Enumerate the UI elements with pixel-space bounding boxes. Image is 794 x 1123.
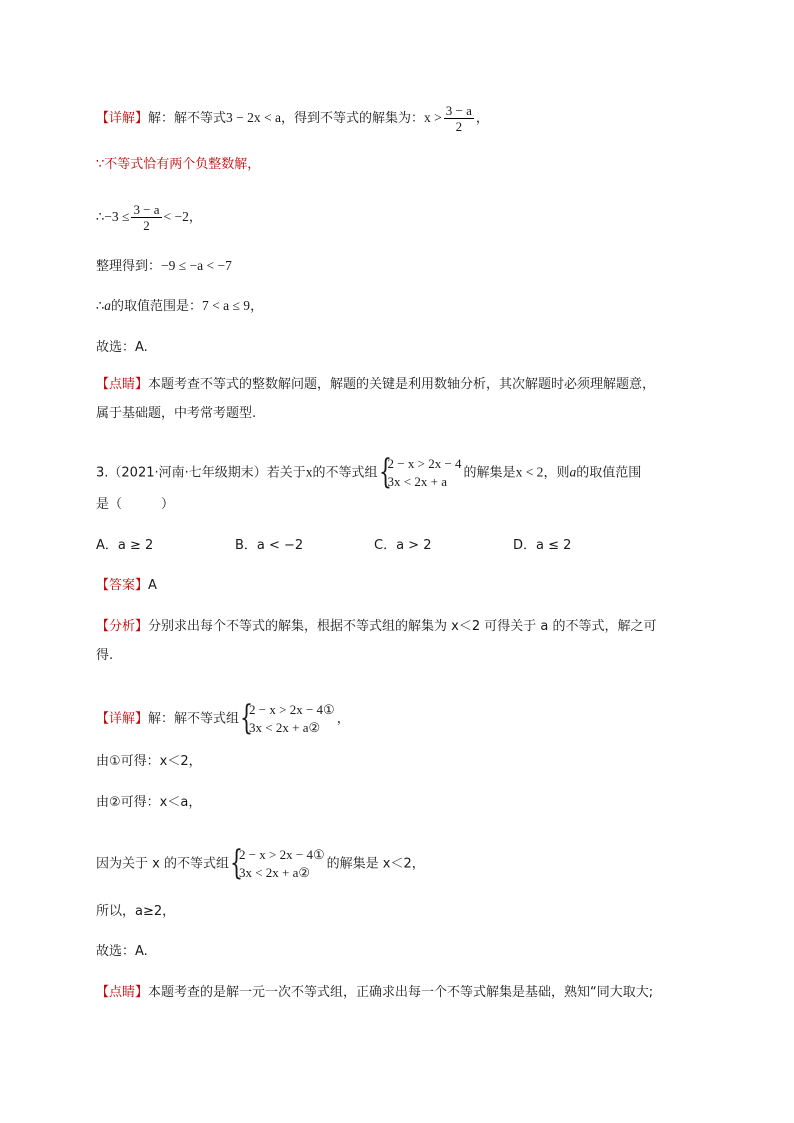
option-c: C．a > 2 bbox=[374, 538, 432, 553]
inequality-system: { 2 − x > 2x − 4① 3x < 2x + a② bbox=[229, 843, 325, 883]
comment-line-1: 【点睛】本题考查不等式的整数解问题，解题的关键是利用数轴分析，其次解题时必须理解题意， bbox=[96, 377, 656, 392]
choose-line: 故选：A. bbox=[96, 340, 148, 355]
comment-line-2: 属于基础题，中考常考题型. bbox=[96, 406, 257, 421]
detail-line: 【详解】解：解不等式3 − 2x < a，得到不等式的解集为：x > $\frac{3 - a}{2}$ ， bbox=[96, 103, 489, 134]
so-line: 所以，a≥2， bbox=[96, 904, 176, 919]
inequality-system: { 2 − x > 2x − 4 3x < 2x + a bbox=[378, 452, 462, 492]
inequality: 3 − 2x < a bbox=[226, 110, 282, 125]
analysis-line-2: 得. bbox=[96, 648, 114, 663]
answer-tag: 【答案】 bbox=[96, 578, 149, 593]
comment-line-3: 【点睛】本题考查的是解一元一次不等式组，正确求出每一个不等式解集是基础，熟知“同大取大; bbox=[96, 985, 654, 1000]
inequality-system: { 2 − x > 2x − 4① 3x < 2x + a② bbox=[240, 698, 335, 738]
fraction: $\frac{3 - a}{2}$ bbox=[445, 103, 472, 134]
simplify-line: 整理得到：−9 ≤ −a < −7 bbox=[96, 258, 232, 274]
option-b: B．a < −2 bbox=[235, 538, 304, 553]
range-line: ∴a的取值范围是：7 < a ≤ 9， bbox=[96, 298, 264, 314]
therefore-line: ∴−3 ≤ $\frac{3 - a}{2}$ < −2， bbox=[96, 202, 202, 233]
option-a: A．a ≥ 2 bbox=[96, 538, 154, 553]
from-2-line: 由②可得：x＜a， bbox=[96, 795, 202, 810]
comment-tag: 【点睛】 bbox=[96, 985, 149, 1000]
detail-line-2: 【详解】解：解不等式组 { 2 − x > 2x − 4① 3x < 2x + a② ， bbox=[96, 698, 350, 738]
fraction: $\frac{3 - a}{2}$ bbox=[133, 202, 160, 233]
detail-tag: 【详解】 bbox=[96, 711, 149, 727]
analysis-line-1: 【分析】分别求出每个不等式的解集，根据不等式组的解集为 x＜2 可得关于 a 的不等式，解之可 bbox=[96, 619, 657, 634]
because-line-2: 因为关于 x 的不等式组 { 2 − x > 2x − 4① 3x < 2x + a② 的解集是 x＜2， bbox=[96, 843, 425, 883]
comment-tag: 【点睛】 bbox=[96, 377, 149, 392]
choose-line-2: 故选：A. bbox=[96, 944, 148, 959]
question-3: 3.（2021·河南·七年级期末）若关于x的不等式组 { 2 − x > 2x − 4 3x < 2x + a 的解集是x < 2，则a的取值范围 bbox=[96, 452, 642, 492]
analysis-tag: 【分析】 bbox=[96, 619, 149, 634]
from-1-line: 由①可得：x＜2， bbox=[96, 754, 202, 769]
detail-tag: 【详解】 bbox=[96, 111, 149, 126]
options-row bbox=[96, 536, 652, 556]
because-line: ∵不等式恰有两个负整数解， bbox=[96, 157, 261, 172]
answer-line: 【答案】A bbox=[96, 578, 157, 593]
question-3-line2: 是（ ） bbox=[96, 497, 175, 512]
option-d: D．a ≤ 2 bbox=[513, 538, 572, 553]
